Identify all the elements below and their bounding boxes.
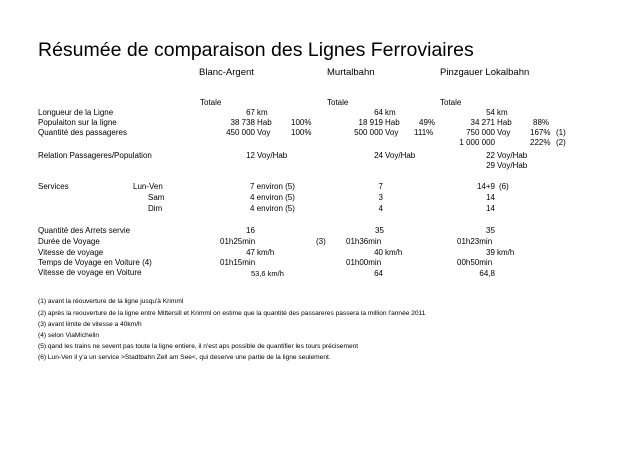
row-label-arrets: Quantité des Arrets servie <box>38 226 131 235</box>
arrets-c1: 16 <box>246 226 255 235</box>
sam-c3: 14 <box>486 193 495 202</box>
relation-u2: Voy/Hab <box>385 151 416 160</box>
line-header-pinzgauer: Pinzgauer Lokalbahn <box>440 67 530 78</box>
vitesse-u3: km/h <box>497 248 515 257</box>
longueur-u2: km <box>385 108 396 117</box>
footnote-1: (1) avant la réouverture de la ligne jusqu'à Krimml <box>38 298 184 305</box>
voiture-c2: 01h00min <box>346 258 382 267</box>
passagers2-c3: 1 000 000 <box>459 138 495 147</box>
footnote-4: (4) selon ViaMichelin <box>38 332 100 339</box>
dim-c2: 4 <box>378 204 383 213</box>
duree-c1: 01h25min <box>220 237 256 246</box>
lunven-n3: (6) <box>499 182 509 191</box>
line-header-blanc-argent: Blanc-Argent <box>199 67 254 78</box>
duree-c2: 01h36min <box>346 237 382 246</box>
footnote-2: (2) après la reouverture de la ligne entre Mittersill et Krimml on estime que la quantité des passareres passera la million l'année 2011 <box>38 310 426 317</box>
population-u2: Hab <box>385 118 400 127</box>
row-label-voiture: Temps de Voyage en Voiture (4) <box>38 258 152 267</box>
relation-u1: Voy/Hab <box>257 151 288 160</box>
relation-c2: 24 <box>374 151 383 160</box>
row-label-duree: Durée de Voyage <box>38 237 100 246</box>
passagers2-p3: 222% <box>530 138 551 147</box>
row-label-vitesse-voiture: Vitesse de voyage en Voiture <box>38 268 142 277</box>
longueur-u1: km <box>257 108 268 117</box>
passagers-p2: 111% <box>414 128 434 137</box>
longueur-u3: km <box>497 108 508 117</box>
longueur-c1: 67 <box>246 108 255 117</box>
totale-label-1: Totale <box>200 98 222 107</box>
population-p3: 88% <box>533 118 550 127</box>
passagers-c1: 450 000 <box>226 128 255 137</box>
passagers-p3: 167% <box>530 128 551 137</box>
population-p2: 49% <box>419 118 436 127</box>
population-p1: 100% <box>291 118 312 127</box>
row-label-relation: Relation Passageres/Population <box>38 151 152 160</box>
population-c3: 34 271 <box>470 118 495 127</box>
vitesse-c3: 39 <box>486 248 495 257</box>
sam-c2: 3 <box>378 193 383 202</box>
services-day-sam: Sam <box>148 193 165 202</box>
arrets-c3: 35 <box>486 226 495 235</box>
relation2-u3: Voy/Hab <box>497 161 528 170</box>
services-day-dim: Dim <box>148 204 163 213</box>
arrets-c2: 35 <box>375 226 384 235</box>
row-label-vitesse: Vitesse de voyage <box>38 248 104 257</box>
duree-c3: 01h23min <box>457 237 493 246</box>
row-label-passagers: Quantité des passageres <box>38 128 127 137</box>
population-c1: 38 738 <box>230 118 255 127</box>
lunven-c3: 14+9 <box>476 182 495 191</box>
totale-label-2: Totale <box>327 98 349 107</box>
relation2-c3: 29 <box>486 161 495 170</box>
vitesse-c2: 40 <box>374 248 383 257</box>
population-u1: Hab <box>257 118 272 127</box>
population-c2: 18 919 <box>358 118 383 127</box>
voiture-c1: 01h15min <box>220 258 256 267</box>
passagers2-n3: (2) <box>556 138 566 147</box>
passagers-n3: (1) <box>556 128 566 137</box>
page-title: Résumée de comparaison des Lignes Ferroviaires <box>38 39 474 61</box>
vitesse-voiture-c1: 53,6 km/h <box>251 269 284 278</box>
row-label-longueur: Longueur de la Ligne <box>38 108 114 117</box>
vitesse-u1: km/h <box>257 248 275 257</box>
vitesse-voiture-c2: 64 <box>374 269 383 278</box>
lunven-c2: 7 <box>378 182 383 191</box>
vitesse-c1: 47 <box>246 248 255 257</box>
passagers-u1: Voy <box>257 128 271 137</box>
dim-c3: 14 <box>486 204 495 213</box>
totale-label-3: Totale <box>440 98 462 107</box>
services-day-lunven: Lun-Ven <box>133 182 163 191</box>
footnote-6: (6) Lun-Ven il y'a un service >Stadtbahn Zell am See<, qui deserve une partie de la ligne seulement. <box>38 354 331 361</box>
row-label-population: Populaiton sur la ligne <box>38 118 117 127</box>
row-label-services: Services <box>38 182 69 191</box>
vitesse-u2: km/h <box>385 248 403 257</box>
vitesse-voiture-c3: 64,8 <box>479 269 495 278</box>
passagers-u2: Voy <box>385 128 399 137</box>
footnote-3: (3) avant limite de vitesse a 40km/h <box>38 321 142 328</box>
longueur-c3: 54 <box>486 108 495 117</box>
longueur-c2: 64 <box>374 108 383 117</box>
population-u3: Hab <box>497 118 512 127</box>
lunven-c1: 7 environ (5) <box>250 182 295 191</box>
passagers-c3: 750 000 <box>466 128 495 137</box>
voiture-c3: 00h50min <box>457 258 493 267</box>
duree-n2: (3) <box>316 237 326 246</box>
footnote-5: (5) qand les trains ne sevent pas toute la ligne entiere, il n'est aps possible de quantifier les tours précisement <box>38 343 359 350</box>
relation-c1: 12 <box>246 151 255 160</box>
relation-c3: 22 <box>486 151 495 160</box>
line-header-murtalbahn: Murtalbahn <box>327 67 375 78</box>
passagers-p1: 100% <box>291 128 312 137</box>
sam-c1: 4 environ (5) <box>250 193 295 202</box>
relation-u3: Voy/Hab <box>497 151 528 160</box>
dim-c1: 4 environ (5) <box>250 204 295 213</box>
passagers-c2: 500 000 <box>354 128 383 137</box>
passagers-u3: Voy <box>497 128 511 137</box>
